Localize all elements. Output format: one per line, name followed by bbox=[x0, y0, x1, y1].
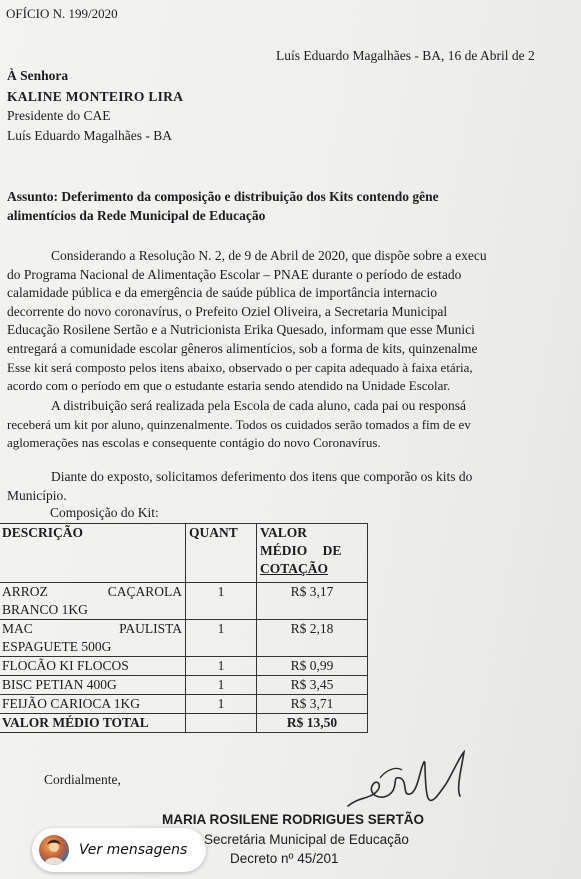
desc-line: ESPAGUETE 500G bbox=[2, 639, 112, 654]
recipient-role: Presidente do CAE bbox=[7, 108, 111, 123]
desc-word: ARROZ bbox=[2, 584, 48, 599]
cell-quantity: 1 bbox=[186, 676, 257, 695]
header-value bbox=[257, 524, 368, 583]
header-value-line: COTAÇÃO bbox=[260, 561, 329, 576]
cell-value: R$ 0,99 bbox=[257, 657, 368, 676]
signatory-decree: Decreto nº 45/201 bbox=[230, 851, 339, 866]
text-line: calamidade pública e da emergência de saúde pública de importância internacio bbox=[7, 285, 438, 301]
recipient-name: KALINE MONTEIRO LIRA bbox=[7, 89, 184, 104]
desc-word: MAC bbox=[2, 621, 33, 636]
body-paragraph-1 bbox=[7, 247, 487, 396]
cell-description: FEIJÃO CARIOCA 1KG bbox=[0, 695, 186, 714]
header-value-line: VALOR bbox=[260, 525, 308, 540]
place-date: Luís Eduardo Magalhães - BA, 16 de Abril de 2 bbox=[276, 48, 535, 63]
desc-word: CAÇAROLA bbox=[107, 584, 182, 599]
text-line: Município. bbox=[7, 487, 67, 503]
cell-value: R$ 2,18 bbox=[257, 620, 368, 657]
text-line: entregará a comunidade escolar gêneros alimentícios, sob a forma de kits, quinzenalme bbox=[7, 340, 478, 356]
cell-value: R$ 3,17 bbox=[257, 583, 368, 620]
body-paragraph-3 bbox=[7, 468, 472, 505]
text-line: acordo com o período em que o estudante estaria sendo atendido na Unidade Escolar. bbox=[7, 378, 451, 394]
text-line: aglomerações nas escolas e consequente contágio do novo Coronavírus. bbox=[7, 435, 381, 451]
table-total-row bbox=[0, 714, 368, 733]
signatory-title: Secretária Municipal de Educação bbox=[204, 832, 409, 847]
header-description: DESCRIÇÃO bbox=[0, 524, 186, 583]
body-paragraph-2 bbox=[7, 397, 471, 453]
profile-avatar-icon bbox=[39, 835, 69, 865]
desc-line: BRANCO 1KG bbox=[2, 602, 88, 617]
text-line: Diante do exposto, solicitamos deferimento dos itens que comporão os kits do bbox=[51, 469, 473, 484]
recipient-city: Luís Eduardo Magalhães - BA bbox=[7, 128, 172, 143]
table-row bbox=[0, 583, 368, 620]
subject-line-2: alimentícios da Rede Municipal de Educação bbox=[7, 208, 266, 223]
desc-word: PAULISTA bbox=[119, 621, 182, 636]
total-value: R$ 13,50 bbox=[257, 714, 368, 733]
text-line: receberá um kit por aluno, quinzenalmente. Todos os cuidados serão tomados a fim de ev bbox=[7, 416, 471, 432]
cell-value: R$ 3,71 bbox=[257, 695, 368, 714]
cell-description bbox=[0, 620, 186, 657]
oficio-number: OFÍCIO N. 199/2020 bbox=[6, 6, 118, 21]
text-line: Esse kit será composto pelos itens abaixo, observado o per capita adequado à faixa etária, bbox=[7, 359, 473, 375]
subject-line-1: Assunto: Deferimento da composição e distribuição dos Kits contendo gêne bbox=[7, 189, 439, 204]
table-header-row bbox=[0, 524, 368, 583]
table-row bbox=[0, 620, 368, 657]
total-quantity-empty bbox=[186, 714, 257, 733]
table-caption: Composição do Kit: bbox=[50, 505, 159, 520]
header-value-line: MÉDIO DE bbox=[260, 543, 342, 558]
header-quantity: QUANT bbox=[186, 524, 257, 583]
table-row bbox=[0, 657, 368, 676]
cell-quantity: 1 bbox=[186, 583, 257, 620]
cell-quantity: 1 bbox=[186, 695, 257, 714]
signatory-name: MARIA ROSILENE RODRIGUES SERTÃO bbox=[162, 812, 425, 827]
text-line: Educação Rosilene Sertão e a Nutricionista Erika Quesado, informam que esse Munici bbox=[7, 322, 475, 338]
total-label: VALOR MÉDIO TOTAL bbox=[0, 714, 186, 733]
table-row bbox=[0, 676, 368, 695]
cell-quantity: 1 bbox=[186, 620, 257, 657]
cell-description: BISC PETIAN 400G bbox=[0, 676, 186, 695]
cell-description bbox=[0, 583, 186, 620]
cell-description: FLOCÃO KI FLOCOS bbox=[0, 657, 186, 676]
view-messages-label: Ver mensagens bbox=[79, 842, 188, 858]
cell-quantity: 1 bbox=[186, 657, 257, 676]
kit-table bbox=[0, 523, 368, 733]
text-line: do Programa Nacional de Alimentação Escolar – PNAE durante o período de estado bbox=[7, 266, 462, 282]
table-row bbox=[0, 695, 368, 714]
text-line: decorrente do novo coronavírus, o Prefeito Oziel Oliveira, a Secretaria Municipal bbox=[7, 303, 448, 319]
cell-value: R$ 3,45 bbox=[257, 676, 368, 695]
recipient-salutation: À Senhora bbox=[7, 68, 69, 83]
text-line: Considerando a Resolução N. 2, de 9 de Abril de 2020, que dispõe sobre a execu bbox=[51, 248, 487, 263]
text-line: A distribuição será realizada pela Escola de cada aluno, cada pai ou responsá bbox=[51, 398, 466, 413]
view-messages-button[interactable] bbox=[32, 828, 206, 872]
closing: Cordialmente, bbox=[44, 772, 121, 787]
